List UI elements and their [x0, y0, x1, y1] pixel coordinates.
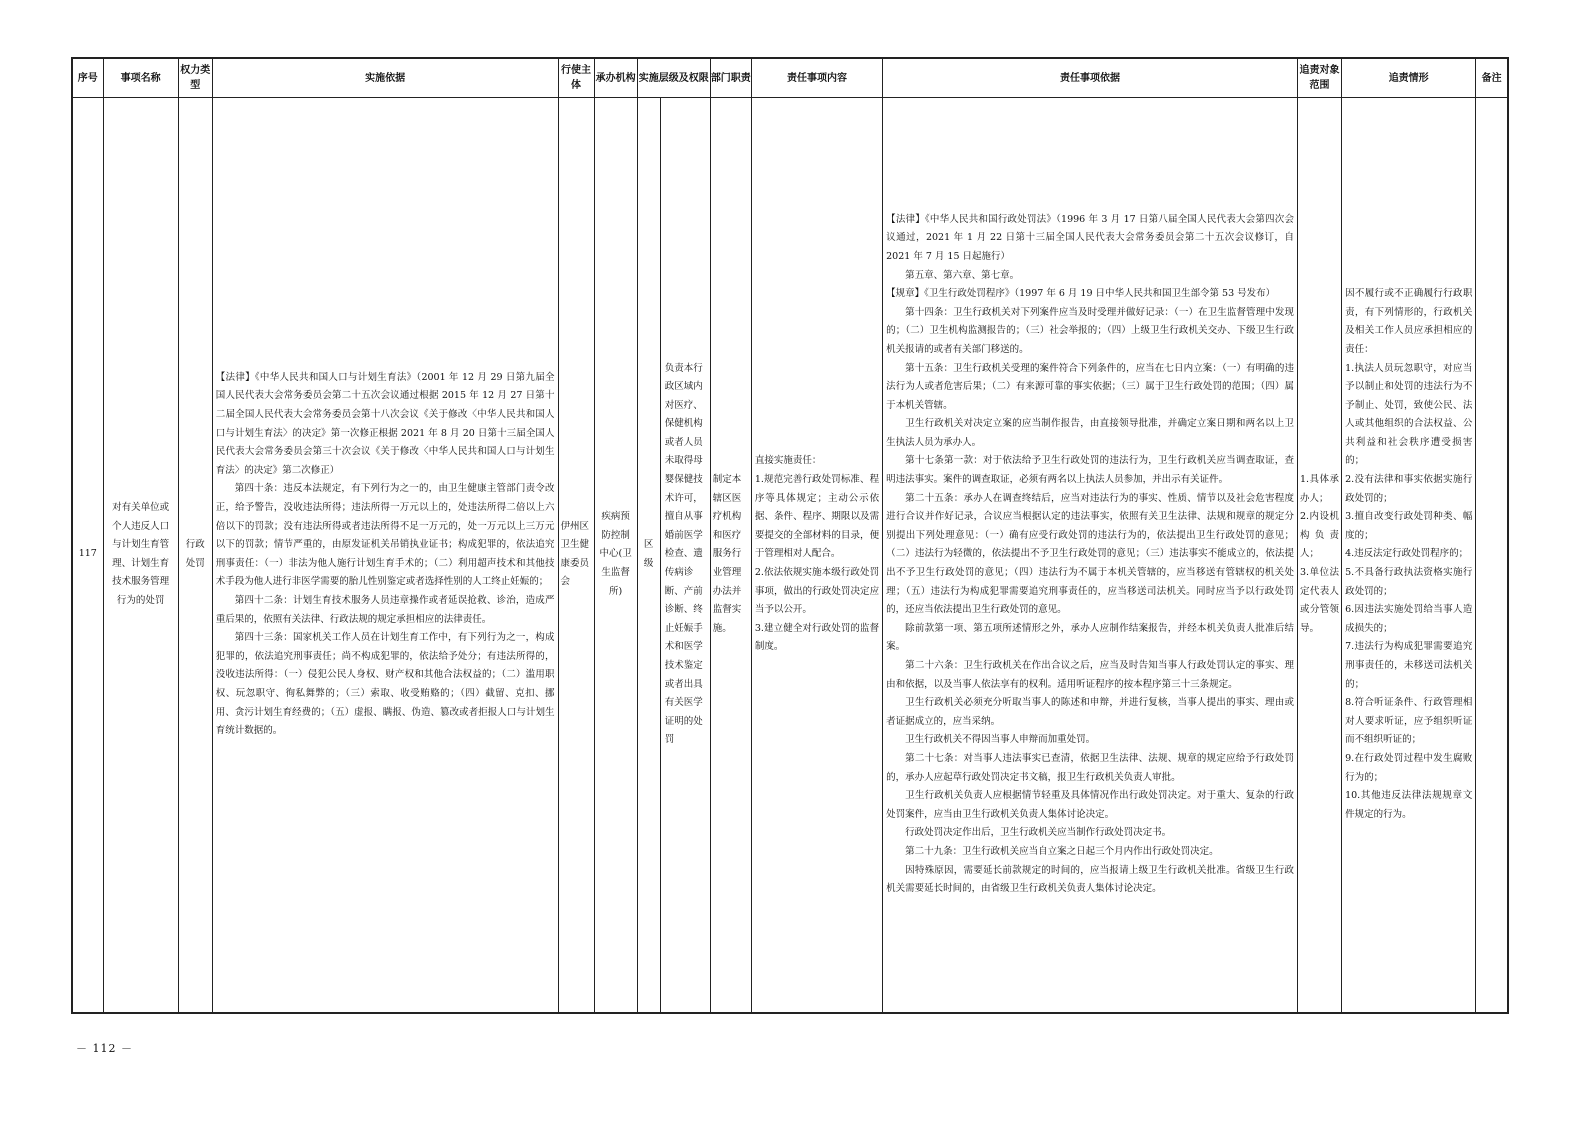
row-remark	[1476, 98, 1508, 1013]
respbasis-paragraph: 因特殊原因，需要延长前款规定的时间的，应当报请上级卫生行政机关批准。省级卫生行政机关需要延长时间的，由省级卫生行政机关负责人集体讨论决定。	[886, 864, 1294, 895]
situation-paragraph: 9.在行政处罚过程中发生腐败行为的；	[1345, 752, 1473, 783]
header-item-name: 事项名称	[103, 58, 178, 98]
header-level: 实施层级及权限	[637, 58, 710, 98]
situation-paragraph: 7.违法行为构成犯罪需要追究刑事责任的，未移送司法机关的；	[1345, 641, 1473, 690]
header-row	[72, 58, 1508, 98]
header-remark: 备注	[1476, 58, 1508, 98]
header-power-type: 权力类型	[178, 58, 212, 98]
content-paragraph: 3.建立健全对行政处罚的监督制度。	[754, 622, 880, 653]
row-scope	[1297, 98, 1341, 1013]
header-situation: 追责情形	[1342, 58, 1476, 98]
basis-paragraph: 第四十二条：计划生育技术服务人员违章操作或者延误抢救、诊治，造成严重后果的，依照有关法律、行政法规的规定承担相应的法律责任。	[215, 594, 555, 625]
situation-paragraph: 因不履行或不正确履行行政职责，有下列情形的，行政机关及相关工作人员应承担相应的责任：	[1345, 288, 1473, 355]
row-resp-basis	[883, 98, 1298, 1013]
row-level-a: 区级	[637, 98, 660, 1013]
content-paragraph: 1.规范完善行政处罚标准、程序等具体规定；主动公示依据、条件、程序、期限以及需要提交的全部材料的目录，便于管理相对人配合。	[754, 474, 880, 560]
respbasis-paragraph: 第十七条第一款：对于依法给予卫生行政处罚的违法行为，卫生行政机关应当调查取证，查明违法事实。案件的调查取证，必须有两名以上执法人员参加，并出示有关证件。	[886, 455, 1294, 486]
respbasis-paragraph: 第十四条：卫生行政机关对下列案件应当及时受理并做好记录：（一）在卫生监督管理中发现的；（二）卫生机构监测报告的；（三）社会举报的；（四）上级卫生行政机关交办、下级卫生行政机关报请的或者有关部门移送的。	[886, 306, 1294, 355]
header-agency: 承办机构	[594, 58, 637, 98]
row-subject: 伊州区卫生健康委员会	[558, 98, 594, 1013]
row-basis	[212, 98, 558, 1013]
situation-paragraph: 4.违反法定行政处罚程序的；	[1345, 548, 1469, 560]
situation-paragraph: 2.没有法律和事实依据实施行政处罚的；	[1345, 474, 1473, 504]
respbasis-paragraph: 卫生行政机关对决定立案的应当制作报告，由直接领导批准，并确定立案日期和两名以上卫生执法人员为承办人。	[886, 418, 1294, 448]
respbasis-paragraph: 第十五条：卫生行政机关受理的案件符合下列条件的，应当在七日内立案：（一）有明确的违法行为人或者危害后果；（二）有来源可靠的事实依据；（三）属于卫生行政处罚的范围；（四）属于本机关管辖。	[886, 362, 1294, 411]
row-situation	[1342, 98, 1476, 1013]
respbasis-paragraph: 卫生行政机关必须充分听取当事人的陈述和申辩，并进行复核，当事人提出的事实、理由或者证据成立的，应当采纳。	[886, 697, 1294, 727]
row-agency: 疾病预防控制中心(卫生监督所)	[594, 98, 637, 1013]
basis-paragraph: 第四十条：违反本法规定，有下列行为之一的，由卫生健康主管部门责令改正，给予警告，没收违法所得；违法所得一万元以上的，处违法所得二倍以上六倍以下的罚款；没有违法所得或者违法所得不足一万元的，处一万元以上三万元以下的罚款；情节严重的，由原发证机关吊销执业证书；构成犯罪的，依法追究刑事责任：（一）非法为他人施行计划生育手术的；（二）利用超声技术和其他技术手段为他人进行非医学需要的胎儿性别鉴定或者选择性别的人工终止妊娠的；	[215, 483, 555, 588]
basis-paragraph: 【法律】《中华人民共和国人口与计划生育法》（2001 年 12 月 29 日第九届全国人民代表大会常务委员会第二十五次会议通过根据 2015 年 12 月 27 日第十二届全国人民代表大会常务委员会第十八次会议《关于修改〈中华人民共和国人口与计划生育法〉的决定》第一次修正根据 2021 年 8 月 20 日第十三届全国人民代表大会常务委员会第三十次会议《关于修改〈中华人民共和国人口与计划生育法〉的决定》第二次修正）	[215, 371, 555, 476]
header-resp-content: 责任事项内容	[751, 58, 882, 98]
page-number: － 112 －	[76, 1042, 133, 1055]
respbasis-paragraph: 第五章、第六章、第七章。	[905, 269, 1020, 281]
situation-paragraph: 1.执法人员玩忽职守，对应当予以制止和处罚的违法行为不予制止、处罚，致使公民、法人或其他组织的合法权益、公共利益和社会秩序遭受损害的；	[1345, 362, 1473, 467]
respbasis-paragraph: 除前款第一项、第五项所述情形之外，承办人应制作结案报告，并经本机关负责人批准后结案。	[886, 622, 1294, 653]
situation-paragraph: 5.不具备行政执法资格实施行政处罚的；	[1345, 567, 1473, 597]
respbasis-paragraph: 第二十六条：卫生行政机关在作出合议之后，应当及时告知当事人行政处罚认定的事实、理由和依据，以及当事人依法享有的权利。适用听证程序的按本程序第三十三条规定。	[886, 660, 1294, 690]
respbasis-paragraph: 行政处罚决定作出后，卫生行政机关应当制作行政处罚决定书。	[905, 827, 1172, 839]
situation-paragraph: 6.因违法实施处罚给当事人造成损失的；	[1345, 604, 1473, 634]
row-resp-content	[751, 98, 882, 1013]
power-list-table	[71, 57, 1509, 1014]
header-dept-duty: 部门职责	[710, 58, 751, 98]
situation-paragraph: 8.符合听证条件、行政管理相对人要求听证，应予组织听证而不组织听证的；	[1345, 697, 1473, 746]
row-item-name: 对有关单位或个人违反人口与计划生育管理、计划生育技术服务管理行为的处罚	[103, 98, 178, 1013]
respbasis-paragraph: 【规章】《卫生行政处罚程序》（1997 年 6 月 19 日中华人民共和国卫生部令第 53 号发布）	[886, 288, 1276, 300]
row-level-b: 负责本行政区域内对医疗、保健机构或者人员未取得母婴保健技术许可，擅自从事婚前医学检查、遗传病诊断、产前诊断、终止妊娠手术和医学技术鉴定或者出具有关医学证明的处罚	[660, 98, 710, 1013]
content-paragraph: 2.依法依规实施本级行政处罚事项，做出的行政处罚决定应当予以公开。	[754, 567, 880, 616]
respbasis-paragraph: 卫生行政机关不得因当事人申辩而加重处罚。	[905, 734, 1096, 746]
scope-paragraph: 1.具体承办人；	[1299, 474, 1340, 504]
scope-paragraph: 3.单位法定代表人或分管领导。	[1299, 567, 1340, 634]
header-basis: 实施依据	[212, 58, 558, 98]
respbasis-paragraph: 第二十五条：承办人在调查终结后，应当对违法行为的事实、性质、情节以及社会危害程度进行合议并作好记录，合议应当根据认定的违法事实，依照有关卫生法律、法规和规章的规定分别提出下列处理意见：（一）确有应受行政处罚的违法行为的，依法提出卫生行政处罚的意见；（二）违法行为轻微的，依法提出不予卫生行政处罚的意见；（三）违法事实不能成立的，依法提出不予卫生行政处罚的意见；（四）违法行为不属于本机关管辖的，应当移送有管辖权的机关处理；（五）违法行为构成犯罪需要追究刑事责任的，应当移送司法机关。同时应当予以行政处罚的，还应当依法提出卫生行政处罚的意见。	[886, 492, 1294, 616]
row-power-type: 行政处罚	[178, 98, 212, 1013]
respbasis-paragraph: 【法律】《中华人民共和国行政处罚法》（1996 年 3 月 17 日第八届全国人民代表大会第四次会议通过，2021 年 1 月 22 日第十三届全国人民代表大会常务委员会第二十五次会议修订，自 2021 年 7 月 15 日起施行）	[886, 213, 1294, 262]
situation-paragraph: 10.其他违反法律法规规章文件规定的行为。	[1345, 790, 1473, 820]
row-no: 117	[72, 98, 103, 1013]
header-subject: 行使主体	[558, 58, 594, 98]
respbasis-paragraph: 第二十七条：对当事人违法事实已查清，依据卫生法律、法规、规章的规定应给予行政处罚的，承办人应起草行政处罚决定书文稿，报卫生行政机关负责人审批。	[886, 752, 1294, 783]
header-resp-basis: 责任事项依据	[883, 58, 1298, 98]
content-paragraph: 直接实施责任：	[754, 455, 822, 467]
header-scope: 追责对象范围	[1297, 58, 1341, 98]
scope-paragraph: 2.内设机构负责人；	[1299, 511, 1340, 560]
table-row	[72, 98, 1508, 1013]
respbasis-paragraph: 第二十九条：卫生行政机关应当自立案之日起三个月内作出行政处罚决定。	[905, 845, 1219, 857]
respbasis-paragraph: 卫生行政机关负责人应根据情节轻重及具体情况作出行政处罚决定。对于重大、复杂的行政处罚案件，应当由卫生行政机关负责人集体讨论决定。	[886, 790, 1294, 820]
situation-paragraph: 3.擅自改变行政处罚种类、幅度的；	[1345, 511, 1473, 541]
row-dept-duty: 制定本辖区医疗机构和医疗服务行业管理办法并监督实施。	[710, 98, 751, 1013]
basis-paragraph: 第四十三条：国家机关工作人员在计划生育工作中，有下列行为之一，构成犯罪的，依法追究刑事责任；尚不构成犯罪的，依法给予处分；有违法所得的，没收违法所得：（一）侵犯公民人身权、财产权和其他合法权益的；（二）滥用职权、玩忽职守、徇私舞弊的；（三）索取、收受贿赂的；（四）截留、克扣、挪用、贪污计划生育经费的；（五）虚报、瞒报、伪造、篡改或者拒报人口与计划生育统计数据的。	[215, 632, 555, 737]
header-no: 序号	[72, 58, 103, 98]
